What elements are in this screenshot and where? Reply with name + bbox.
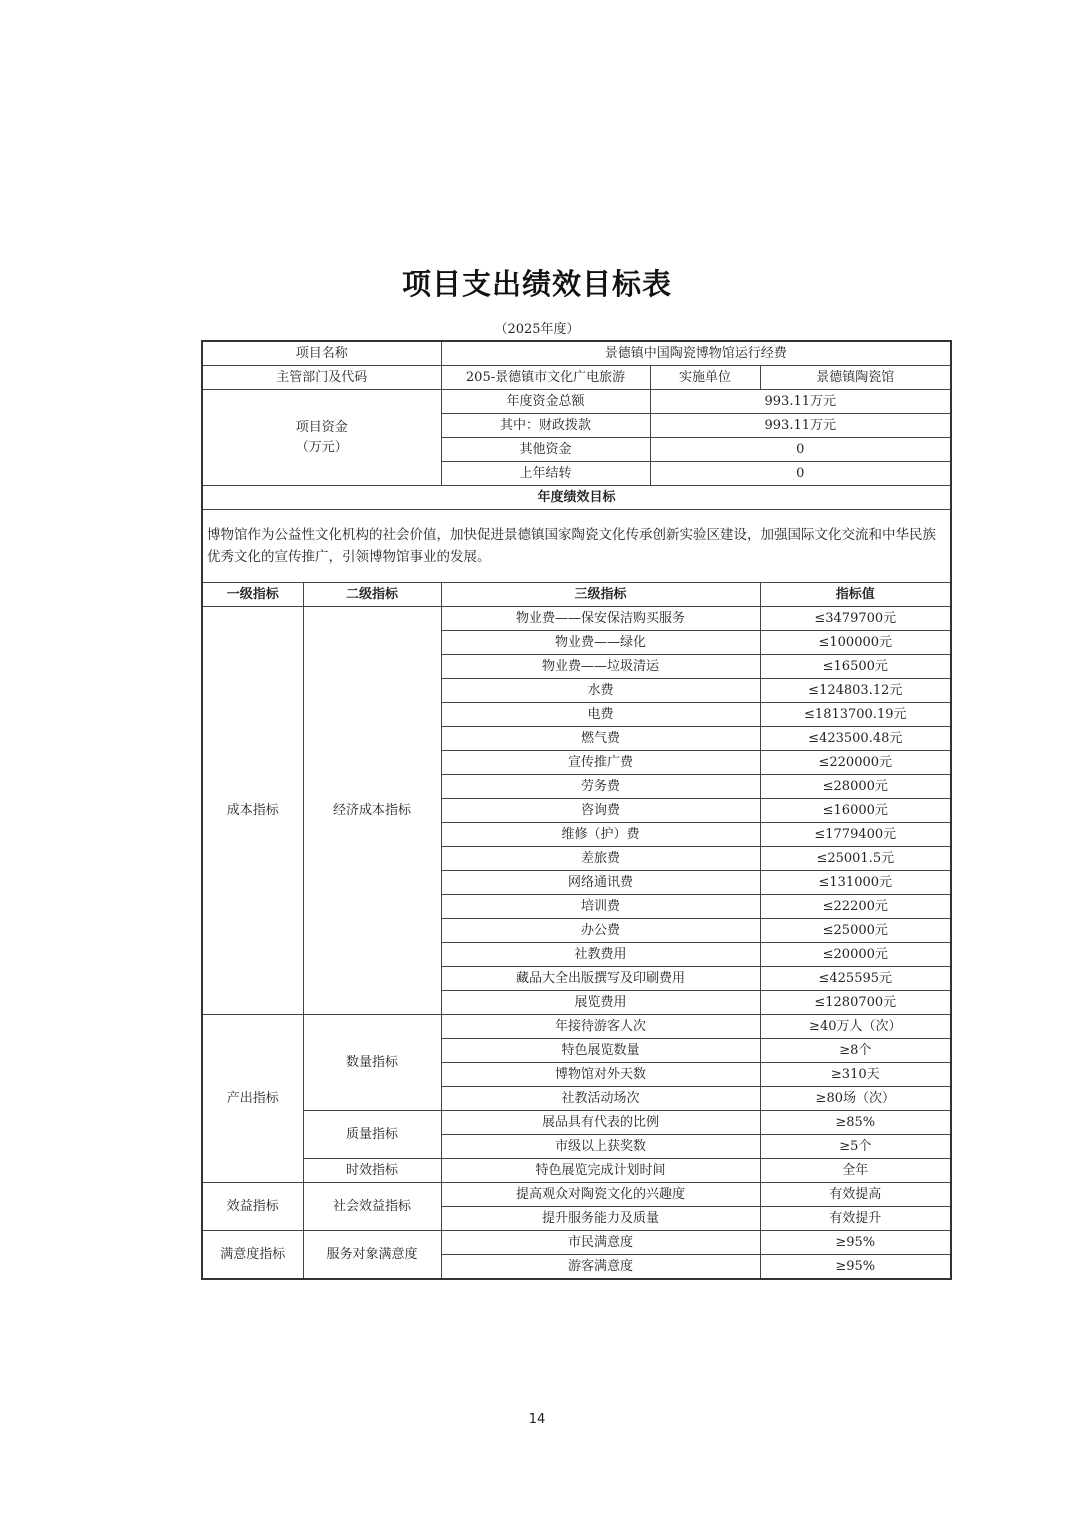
level3-indicator: 博物馆对外天数 <box>441 1063 760 1087</box>
indicator-value: 有效提高 <box>760 1183 951 1207</box>
indicator-value: ≥95% <box>760 1231 951 1255</box>
table-row <box>202 390 951 414</box>
level1-indicator: 成本指标 <box>202 607 303 1015</box>
level2-indicator: 质量指标 <box>303 1111 441 1159</box>
indicator-value: ≥40万人（次） <box>760 1015 951 1039</box>
table-row <box>202 1015 951 1039</box>
level3-indicator: 社教费用 <box>441 943 760 967</box>
level3-indicator: 特色展览数量 <box>441 1039 760 1063</box>
level3-indicator: 电费 <box>441 703 760 727</box>
level3-indicator: 年接待游客人次 <box>441 1015 760 1039</box>
fund-item-value: 993.11万元 <box>650 390 951 414</box>
table-info-section <box>202 341 951 607</box>
indicator-value: 有效提升 <box>760 1207 951 1231</box>
table-row <box>202 607 951 631</box>
level1-indicator: 效益指标 <box>202 1183 303 1231</box>
indicator-value: ≥85% <box>760 1111 951 1135</box>
dept-value: 205-景德镇市文化广电旅游 <box>441 366 650 390</box>
indicator-value: ≥5个 <box>760 1135 951 1159</box>
level3-indicator: 物业费——绿化 <box>441 631 760 655</box>
level3-indicator: 办公费 <box>441 919 760 943</box>
col-header-level3: 三级指标 <box>441 583 760 607</box>
page-title: 项目支出绩效目标表 <box>401 267 672 301</box>
indicator-value: ≥310天 <box>760 1063 951 1087</box>
indicator-value: ≤25001.5元 <box>760 847 951 871</box>
fund-item-label: 上年结转 <box>441 462 650 486</box>
level3-indicator: 宣传推广费 <box>441 751 760 775</box>
level3-indicator: 水费 <box>441 679 760 703</box>
indicator-value: ≤3479700元 <box>760 607 951 631</box>
impl-label: 实施单位 <box>650 366 760 390</box>
indicator-value: ≤1813700.19元 <box>760 703 951 727</box>
project-name-label: 项目名称 <box>202 341 441 366</box>
level3-indicator: 市民满意度 <box>441 1231 760 1255</box>
level3-indicator: 游客满意度 <box>441 1255 760 1280</box>
level3-indicator: 咨询费 <box>441 799 760 823</box>
indicator-value: ≤124803.12元 <box>760 679 951 703</box>
level3-indicator: 提升服务能力及质量 <box>441 1207 760 1231</box>
table-row <box>202 341 951 366</box>
indicator-value: ≤100000元 <box>760 631 951 655</box>
level3-indicator: 网络通讯费 <box>441 871 760 895</box>
level2-indicator: 服务对象满意度 <box>303 1231 441 1280</box>
table-row <box>202 1183 951 1207</box>
indicator-value: ≤131000元 <box>760 871 951 895</box>
table-row <box>202 1159 951 1183</box>
indicator-value: ≤16000元 <box>760 799 951 823</box>
indicator-value: ≤220000元 <box>760 751 951 775</box>
level3-indicator: 物业费——保安保洁购买服务 <box>441 607 760 631</box>
indicator-value: ≥8个 <box>760 1039 951 1063</box>
level1-indicator: 满意度指标 <box>202 1231 303 1280</box>
indicator-value: ≤423500.48元 <box>760 727 951 751</box>
table-row <box>202 366 951 390</box>
level2-indicator: 经济成本指标 <box>303 607 441 1015</box>
page-number: 14 <box>528 1412 546 1427</box>
level3-indicator: 差旅费 <box>441 847 760 871</box>
indicator-value: ≤20000元 <box>760 943 951 967</box>
goals-text: 博物馆作为公益性文化机构的社会价值，加快促进景德镇国家陶瓷文化传承创新实验区建设，加强国际文化交流和中华民族优秀文化的宣传推广，引领博物馆事业的发展。 <box>202 510 951 583</box>
fund-item-label: 其中：财政拨款 <box>441 414 650 438</box>
impl-value: 景德镇陶瓷馆 <box>760 366 951 390</box>
level2-indicator: 数量指标 <box>303 1015 441 1111</box>
fund-item-label: 年度资金总额 <box>441 390 650 414</box>
indicator-value: ≥95% <box>760 1255 951 1280</box>
level3-indicator: 特色展览完成计划时间 <box>441 1159 760 1183</box>
fund-item-label: 其他资金 <box>441 438 650 462</box>
level2-indicator: 社会效益指标 <box>303 1183 441 1231</box>
indicator-value: 全年 <box>760 1159 951 1183</box>
indicator-value: ≤22200元 <box>760 895 951 919</box>
indicator-value: ≤1280700元 <box>760 991 951 1015</box>
col-header-level1: 一级指标 <box>202 583 303 607</box>
table-row <box>202 1231 951 1255</box>
fund-item-value: 0 <box>650 462 951 486</box>
level3-indicator: 藏品大全出版撰写及印刷费用 <box>441 967 760 991</box>
fund-label-line2: （万元） <box>295 439 348 455</box>
fund-label <box>202 390 441 486</box>
level3-indicator: 培训费 <box>441 895 760 919</box>
fiscal-year: （2025年度） <box>494 322 580 337</box>
col-header-value: 指标值 <box>760 583 951 607</box>
fund-item-value: 993.11万元 <box>650 414 951 438</box>
indicator-section <box>202 607 951 1280</box>
level3-indicator: 提高观众对陶瓷文化的兴趣度 <box>441 1183 760 1207</box>
table-row <box>202 1111 951 1135</box>
indicator-value: ≥80场（次） <box>760 1087 951 1111</box>
table-row <box>202 510 951 583</box>
level1-indicator: 产出指标 <box>202 1015 303 1183</box>
goals-header: 年度绩效目标 <box>202 486 951 510</box>
indicator-value: ≤16500元 <box>760 655 951 679</box>
indicator-value: ≤1779400元 <box>760 823 951 847</box>
level3-indicator: 物业费——垃圾清运 <box>441 655 760 679</box>
performance-target-table <box>201 340 952 1280</box>
level3-indicator: 燃气费 <box>441 727 760 751</box>
dept-label: 主管部门及代码 <box>202 366 441 390</box>
level3-indicator: 展品具有代表的比例 <box>441 1111 760 1135</box>
column-header-row <box>202 583 951 607</box>
level2-indicator: 时效指标 <box>303 1159 441 1183</box>
fund-label-line1: 项目资金 <box>295 419 348 435</box>
col-header-level2: 二级指标 <box>303 583 441 607</box>
project-name-value: 景德镇中国陶瓷博物馆运行经费 <box>441 341 951 366</box>
indicator-value: ≤425595元 <box>760 967 951 991</box>
table-row <box>202 486 951 510</box>
fund-item-value: 0 <box>650 438 951 462</box>
level3-indicator: 社教活动场次 <box>441 1087 760 1111</box>
level3-indicator: 展览费用 <box>441 991 760 1015</box>
indicator-value: ≤28000元 <box>760 775 951 799</box>
level3-indicator: 劳务费 <box>441 775 760 799</box>
indicator-value: ≤25000元 <box>760 919 951 943</box>
level3-indicator: 维修（护）费 <box>441 823 760 847</box>
level3-indicator: 市级以上获奖数 <box>441 1135 760 1159</box>
